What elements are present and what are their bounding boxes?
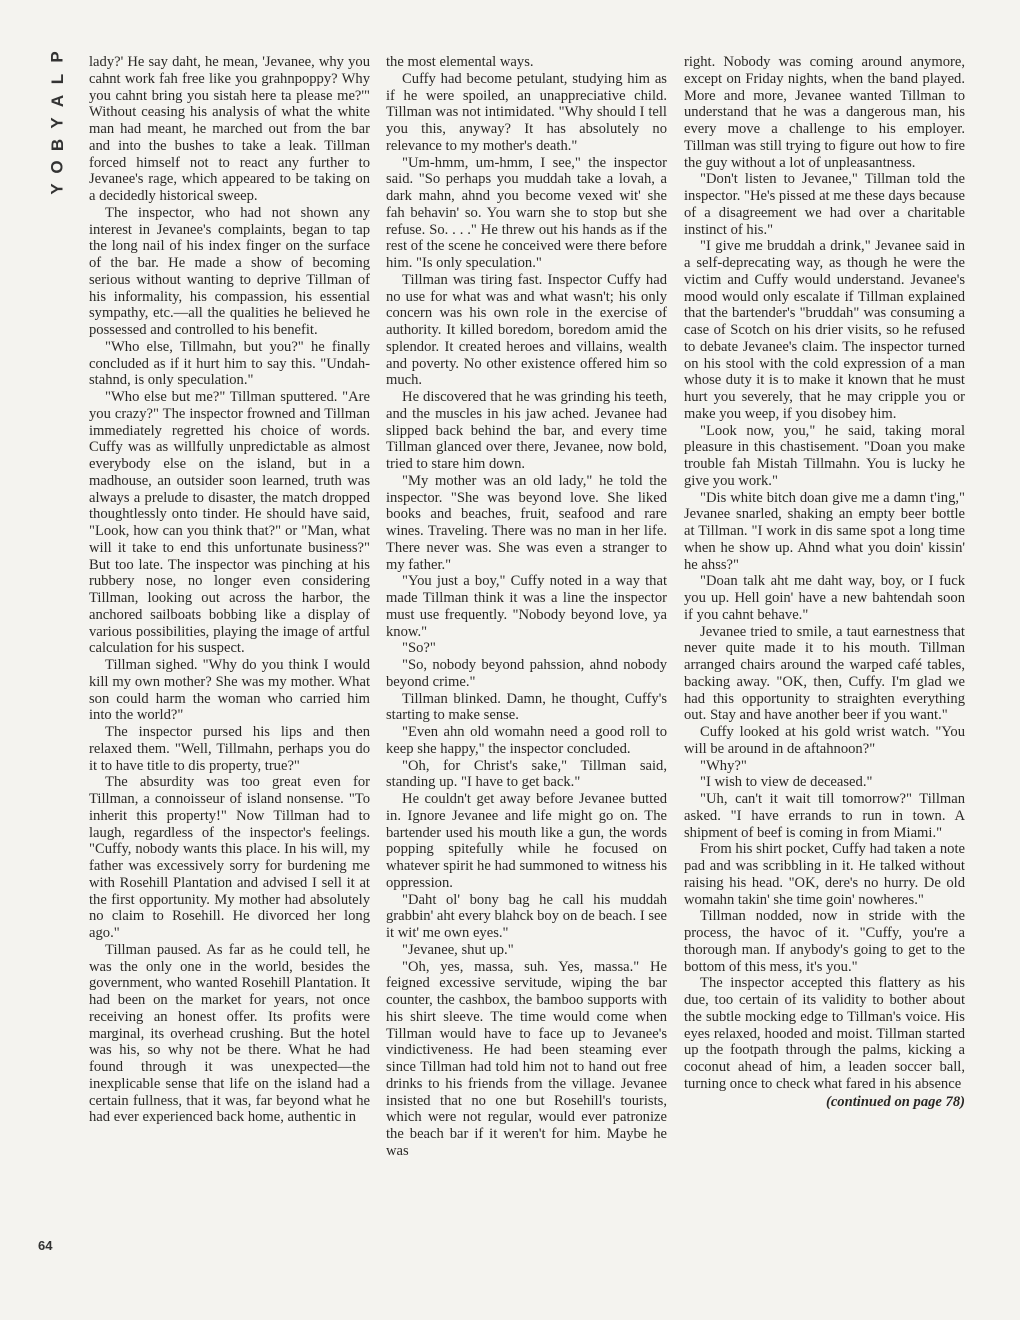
masthead-letter: B (48, 138, 67, 152)
paragraph: "So, nobody beyond pahssion, ahnd nobody beyond crime." (386, 657, 667, 690)
paragraph: He couldn't get away before Jevanee butted in. Ignore Jevanee and life might go on. The bartender used his mouth like a gun, the words popping spitefully while he focused on whatever spirit he had summoned to witness his oppression. (386, 791, 667, 891)
paragraph: The absurdity was too great even for Tillman, a connoisseur of island nonsense. "To inherit this property!" Now Tillman had to laugh, regardless of the inspector's feelings. "Cuffy, nobody wants this place. In his will, my father was excessively sorry for burdening me with Rosehill Plantation and advised I sell it at the first opportunity. My mother had absolutely no claim to Rosehill. He divorced her long ago." (89, 774, 370, 941)
paragraph: right. Nobody was coming around anymore, except on Friday nights, when the band played. More and more, Jevanee wanted Tillman to understand that he was a dangerous man, his every move a challenge to his employer. Tillman was still trying to figure out how to fire the guy without a lot of unpleasantness. (684, 54, 965, 171)
paragraph: "You just a boy," Cuffy noted in a way that made Tillman think it was a line the inspector must use frequently. "Nobody beyond love, ya know." (386, 573, 667, 640)
paragraph: Tillman sighed. "Why do you think I would kill my own mother? She was my mother. What son could harm the woman who carried him into the world?" (89, 657, 370, 724)
masthead-letter: Y (48, 117, 67, 129)
continuation-note: (continued on page 78) (825, 1093, 965, 1110)
masthead-letter: L (47, 73, 67, 85)
text-column-1 (89, 54, 370, 1126)
text-column-3 (684, 54, 965, 1110)
paragraph: "Oh, for Christ's sake," Tillman said, standing up. "I have to get back." (386, 757, 667, 791)
paragraph: He discovered that he was grinding his teeth, and the muscles in his jaw ached. Jevanee had slipped back behind the bar, and every time Tillman glanced over there, Jevanee, now bold, tried to stare him down. (386, 389, 667, 472)
paragraph: "Oh, yes, massa, suh. Yes, massa." He feigned excessive servitude, wiping the bar counter, the cashbox, the bamboo supports with his shirt sleeve. The time would come when Tillman would have to face up to Jevanee's vindictiveness. He had been steaming ever since Tillman had told him not to hand out free drinks to his friends from the village. Jevanee insisted that no one but Rosehill's tourists, which were not regular, would ever patronize the beach bar if it weren't for him. Maybe he was (386, 958, 667, 1159)
paragraph: Tillman blinked. Damn, he thought, Cuffy's starting to make sense. (386, 690, 667, 724)
paragraph: Tillman was tiring fast. Inspector Cuffy had no use for what was and what wasn't; his only concern was his own role in the exercise of authority. It killed boredom, boredom amid the splendor. It created heroes and villains, wealth and poverty. No other existence offered him so much. (386, 271, 667, 389)
magazine-masthead (44, 46, 72, 200)
paragraph: "Who else, Tillmahn, but you?" he finally concluded as if it hurt him to say this. "Undah-stahnd, is only speculation." (89, 338, 370, 389)
paragraph: "Don't listen to Jevanee," Tillman told the inspector. "He's pissed at me these days because of a disagreement we had over a charitable instinct of his." (684, 171, 965, 238)
paragraph: Tillman nodded, now in stride with the process, the havoc of it. "Cuffy, you're a thorough man. If anybody's going to get to the bottom of this mess, it's you." (684, 908, 965, 975)
paragraph: Cuffy looked at his gold wrist watch. "You will be around in de aftahnoon?" (684, 724, 965, 757)
masthead-letter: A (48, 94, 67, 108)
paragraph: lady?' He say daht, he mean, 'Jevanee, why you cahnt work fah free like you grahnpoppy? Why you cahnt bring you sistah here ta please me?'" Without ceasing his analysis of what the white man had meant, he marched out from the bar and into the bushes to take a leak. Tillman forced himself not to react any further to Jevanee's rage, which appeared to be taking on a decidedly historical sweep. (89, 54, 370, 204)
paragraph: "Why?" (700, 757, 747, 774)
paragraph: From his shirt pocket, Cuffy had taken a note pad and was scribbling in it. He talked without raising his head. "OK, dere's no hurry. De old womahn takin' she time goin' nowheres." (684, 841, 965, 908)
paragraph: the most elemental ways. (386, 54, 534, 70)
page-number: 64 (38, 1238, 53, 1253)
paragraph: "I wish to view de deceased." (700, 774, 873, 791)
paragraph: Tillman paused. As far as he could tell, he was the only one in the world, besides the government, who wanted Rosehill Plantation. It had been on the market for years, not once receiving an honest offer. Its profits were marginal, its overhead crushing. But the hotel was his, so why not be there. What he had found through it was unexpected—the inexplicable sense that life on the island had a certain fullness, that it was, far beyond what he had ever experienced back home, authentic in (89, 941, 370, 1126)
paragraph: "Um-hmm, um-hmm, I see," the inspector said. "So perhaps you muddah take a lovah, a dark mahn, ahnd you become vexed wit' she fah behavin' so. You warn she to stop but she refuse. So. . . ." He threw out his hands as if the rest of the scene he conceived were there before him. "Is only speculation." (386, 154, 667, 271)
masthead-letter: P (48, 51, 67, 63)
paragraph: "I give me bruddah a drink," Jevanee said in a self-deprecating way, as though he were the victim and Cuffy would understand. Jevanee's mood would only escalate if Tillman explained that the bartender's "bruddah" was consuming a case of Scotch on his drier visits, so he refused to debate Jevanee's claim. The inspector turned on his stool with the cold expression of a man whose duty it is to make it known that he must hurt you severely, that he may cripple you or make you weep, if you disobey him. (684, 238, 965, 422)
paragraph: "Even ahn old womahn need a good roll to keep she happy," the inspector concluded. (386, 724, 667, 757)
paragraph: The inspector accepted this flattery as his due, too certain of its validity to bother about the subtle mocking edge to Tillman's voice. His eyes relaxed, hooded and moist. Tillman started up the footpath through the palms, kicking a coconut ahead of him, a leaden soccer ball, turning once to check what fared in his absence (684, 975, 965, 1092)
paragraph: The inspector pursed his lips and then relaxed them. "Well, Tillmahn, perhaps you do it to have title to dis property, true?" (89, 724, 370, 774)
text-column-2 (386, 54, 667, 1160)
masthead-letter: O (47, 160, 67, 174)
paragraph: "Daht ol' bony bag he call his muddah grabbin' aht every blahck boy on de beach. I see it wit' me own eyes." (386, 891, 667, 941)
paragraph: "Doan talk aht me daht way, boy, or I fuck you up. Hell goin' have a new bahtendah soon if you cahnt behave." (684, 573, 965, 623)
paragraph: "My mother was an old lady," he told the inspector. "She was beyond love. She liked books and beaches, fruit, seafood and rare wines. Traveling. There was no man in her life. There never was. She was even a stranger to my father." (386, 472, 667, 573)
paragraph: "Uh, can't it wait till tomorrow?" Tillman asked. "I have errands to run in town. A shipment of beef is coming in from Miami." (684, 791, 965, 841)
paragraph: Cuffy had become petulant, studying him as if he were spoiled, an unappreciative child. Tillman was not intimidated. "Why should I tell you this, anyway? It has absolutely no relevance to my mother's death." (386, 70, 667, 154)
masthead-letter: Y (48, 183, 67, 195)
paragraph: "Look now, you," he said, taking moral pleasure in this chastisement. "Doan you make trouble fah Mistah Tillmahn. You is lucky he give you work." (684, 422, 965, 489)
paragraph: "So?" (402, 640, 436, 657)
paragraph: "Jevanee, shut up." (402, 941, 514, 958)
paragraph: The inspector, who had not shown any interest in Jevanee's complaints, began to tap the long nail of his index finger on the surface of the bar. He made a show of becoming serious without wanting to deprive Tillman of his informality, his compassion, his essential sympathy, etc.—all the qualities he believed he possessed and controlled to his benefit. (89, 204, 370, 338)
paragraph: "Dis white bitch doan give me a damn t'ing," Jevanee snarled, shaking an empty beer bottle at Tillman. "I work in dis same spot a long time when he show up. Ahnd what you doin' kissin' he ahss?" (684, 489, 965, 573)
paragraph: Jevanee tried to smile, a taut earnestness that never quite made it to his mouth. Tillman arranged chairs around the warped café tables, backing away. "OK, then, Cuffy. I'm glad we had this opportunity to straighten everything out. Stay and have another beer if you want." (684, 623, 965, 724)
paragraph: "Who else but me?" Tillman sputtered. "Are you crazy?" The inspector frowned and Tillman immediately regretted his choice of words. Cuffy was as willfully unpredictable as almost everybody else on the island, but in a madhouse, an outsider soon learned, truth was always a prelude to disaster, the match dropped thoughtlessly onto tinder. He should have said, "Look, how can you think that?" or "Man, what will it take to end this unfortunate business?" But too late. The inspector was pinching at his rubbery nose, no longer even considering Tillman, looking out across the harbor, the anchored sailboats bobbing like a display of various possibilities, playing the image of artful calculation for his suspect. (89, 389, 370, 657)
